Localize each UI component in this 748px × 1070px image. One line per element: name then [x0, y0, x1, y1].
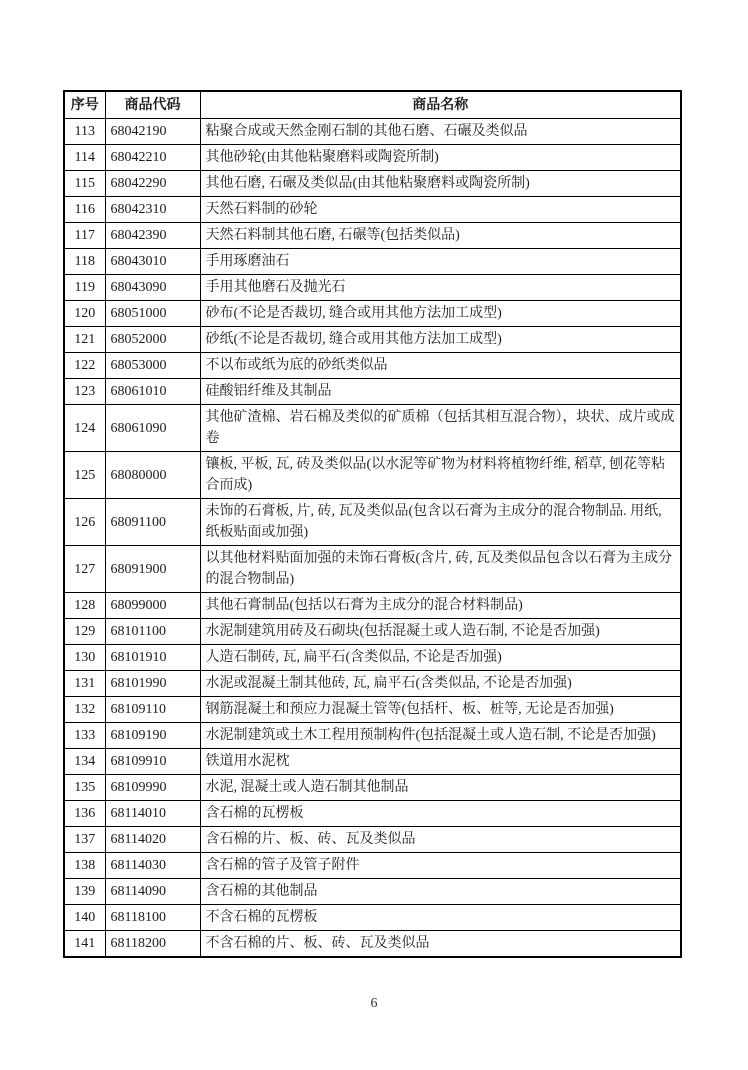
- row-index-cell: 119: [64, 275, 105, 301]
- table-row: [64, 749, 681, 775]
- row-code-cell: 68091100: [105, 499, 200, 546]
- row-name-cell: 天然石料制的砂轮: [200, 197, 681, 223]
- table-row: [64, 499, 681, 546]
- row-index-cell: 137: [64, 827, 105, 853]
- table-row: [64, 697, 681, 723]
- table-row: [64, 723, 681, 749]
- row-code-cell: 68043090: [105, 275, 200, 301]
- table-row: [64, 931, 681, 958]
- row-code-cell: 68109990: [105, 775, 200, 801]
- row-name-cell: 天然石料制其他石磨, 石碾等(包括类似品): [200, 223, 681, 249]
- table-row: [64, 645, 681, 671]
- goods-table: [63, 90, 682, 958]
- row-index-cell: 134: [64, 749, 105, 775]
- row-name-cell: 钢筋混凝土和预应力混凝土管等(包括杆、板、桩等, 无论是否加强): [200, 697, 681, 723]
- row-name-cell: 砂布(不论是否裁切, 缝合或用其他方法加工成型): [200, 301, 681, 327]
- row-name-cell: 其他砂轮(由其他粘聚磨料或陶瓷所制): [200, 145, 681, 171]
- row-name-cell: 水泥制建筑或土木工程用预制构件(包括混凝土或人造石制, 不论是否加强): [200, 723, 681, 749]
- row-index-cell: 139: [64, 879, 105, 905]
- row-name-cell: 不以布或纸为底的砂纸类似品: [200, 353, 681, 379]
- row-code-cell: 68051000: [105, 301, 200, 327]
- table-row: [64, 853, 681, 879]
- page-number: 6: [370, 996, 378, 1011]
- row-index-cell: 125: [64, 452, 105, 499]
- table-row: [64, 593, 681, 619]
- row-name-cell: 不含石棉的瓦楞板: [200, 905, 681, 931]
- table-row: [64, 452, 681, 499]
- row-code-cell: 68099000: [105, 593, 200, 619]
- table-body: [64, 119, 681, 958]
- row-code-cell: 68109110: [105, 697, 200, 723]
- row-code-cell: 68042390: [105, 223, 200, 249]
- table-row: [64, 353, 681, 379]
- row-name-cell: 硅酸铝纤维及其制品: [200, 379, 681, 405]
- table-row: [64, 119, 681, 145]
- row-index-cell: 141: [64, 931, 105, 958]
- row-code-cell: 68061010: [105, 379, 200, 405]
- table-row: [64, 905, 681, 931]
- row-code-cell: 68042310: [105, 197, 200, 223]
- table-row: [64, 327, 681, 353]
- table-row: [64, 405, 681, 452]
- row-index-cell: 126: [64, 499, 105, 546]
- row-code-cell: 68061090: [105, 405, 200, 452]
- row-code-cell: 68101910: [105, 645, 200, 671]
- table-row: [64, 827, 681, 853]
- row-index-cell: 128: [64, 593, 105, 619]
- row-name-cell: 其他石磨, 石碾及类似品(由其他粘聚磨料或陶瓷所制): [200, 171, 681, 197]
- table-header-row: [64, 91, 681, 119]
- row-code-cell: 68091900: [105, 546, 200, 593]
- row-index-cell: 122: [64, 353, 105, 379]
- header-code: 商品代码: [105, 91, 200, 119]
- table-row: [64, 619, 681, 645]
- row-name-cell: 手用琢磨油石: [200, 249, 681, 275]
- row-code-cell: 68109190: [105, 723, 200, 749]
- row-index-cell: 133: [64, 723, 105, 749]
- row-index-cell: 131: [64, 671, 105, 697]
- row-index-cell: 136: [64, 801, 105, 827]
- row-name-cell: 其他石膏制品(包括以石膏为主成分的混合材料制品): [200, 593, 681, 619]
- table-row: [64, 171, 681, 197]
- row-index-cell: 115: [64, 171, 105, 197]
- row-index-cell: 118: [64, 249, 105, 275]
- header-name: 商品名称: [200, 91, 681, 119]
- row-index-cell: 114: [64, 145, 105, 171]
- row-code-cell: 68053000: [105, 353, 200, 379]
- row-index-cell: 117: [64, 223, 105, 249]
- row-name-cell: 含石棉的瓦楞板: [200, 801, 681, 827]
- row-code-cell: 68042190: [105, 119, 200, 145]
- table-row: [64, 546, 681, 593]
- row-code-cell: 68118200: [105, 931, 200, 958]
- row-index-cell: 129: [64, 619, 105, 645]
- table-row: [64, 145, 681, 171]
- table-row: [64, 301, 681, 327]
- row-code-cell: 68042290: [105, 171, 200, 197]
- row-index-cell: 130: [64, 645, 105, 671]
- row-index-cell: 124: [64, 405, 105, 452]
- row-index-cell: 120: [64, 301, 105, 327]
- row-index-cell: 116: [64, 197, 105, 223]
- row-code-cell: 68052000: [105, 327, 200, 353]
- row-index-cell: 135: [64, 775, 105, 801]
- table-row: [64, 379, 681, 405]
- table-row: [64, 801, 681, 827]
- row-index-cell: 138: [64, 853, 105, 879]
- row-name-cell: 含石棉的片、板、砖、瓦及类似品: [200, 827, 681, 853]
- row-code-cell: 68114030: [105, 853, 200, 879]
- row-name-cell: 含石棉的管子及管子附件: [200, 853, 681, 879]
- table-row: [64, 275, 681, 301]
- row-index-cell: 127: [64, 546, 105, 593]
- row-name-cell: 未饰的石膏板, 片, 砖, 瓦及类似品(包含以石膏为主成分的混合物制品. 用纸, 纸板贴面或加强): [200, 499, 681, 546]
- row-index-cell: 140: [64, 905, 105, 931]
- table-row: [64, 775, 681, 801]
- row-name-cell: 铁道用水泥枕: [200, 749, 681, 775]
- table-row: [64, 879, 681, 905]
- row-code-cell: 68114010: [105, 801, 200, 827]
- row-code-cell: 68101990: [105, 671, 200, 697]
- row-name-cell: 人造石制砖, 瓦, 扁平石(含类似品, 不论是否加强): [200, 645, 681, 671]
- row-name-cell: 水泥, 混凝土或人造石制其他制品: [200, 775, 681, 801]
- table-row: [64, 197, 681, 223]
- row-name-cell: 含石棉的其他制品: [200, 879, 681, 905]
- row-index-cell: 121: [64, 327, 105, 353]
- table-row: [64, 223, 681, 249]
- row-name-cell: 不含石棉的片、板、砖、瓦及类似品: [200, 931, 681, 958]
- row-code-cell: 68109910: [105, 749, 200, 775]
- row-code-cell: 68114020: [105, 827, 200, 853]
- row-code-cell: 68043010: [105, 249, 200, 275]
- row-name-cell: 水泥或混凝土制其他砖, 瓦, 扁平石(含类似品, 不论是否加强): [200, 671, 681, 697]
- row-index-cell: 123: [64, 379, 105, 405]
- table-row: [64, 671, 681, 697]
- header-index: 序号: [64, 91, 105, 119]
- row-name-cell: 砂纸(不论是否裁切, 缝合或用其他方法加工成型): [200, 327, 681, 353]
- row-name-cell: 粘聚合成或天然金刚石制的其他石磨、石碾及类似品: [200, 119, 681, 145]
- row-code-cell: 68118100: [105, 905, 200, 931]
- row-index-cell: 132: [64, 697, 105, 723]
- row-name-cell: 镶板, 平板, 瓦, 砖及类似品(以水泥等矿物为材料将植物纤维, 稻草, 刨花等粘合而成): [200, 452, 681, 499]
- row-name-cell: 手用其他磨石及抛光石: [200, 275, 681, 301]
- row-code-cell: 68101100: [105, 619, 200, 645]
- row-index-cell: 113: [64, 119, 105, 145]
- row-code-cell: 68080000: [105, 452, 200, 499]
- row-name-cell: 其他矿渣棉、岩石棉及类似的矿质棉（包括其相互混合物），块状、成片或成卷: [200, 405, 681, 452]
- row-name-cell: 水泥制建筑用砖及石砌块(包括混凝土或人造石制, 不论是否加强): [200, 619, 681, 645]
- table-row: [64, 249, 681, 275]
- row-code-cell: 68042210: [105, 145, 200, 171]
- row-code-cell: 68114090: [105, 879, 200, 905]
- row-name-cell: 以其他材料贴面加强的未饰石膏板(含片, 砖, 瓦及类似品包含以石膏为主成分的混合物制品): [200, 546, 681, 593]
